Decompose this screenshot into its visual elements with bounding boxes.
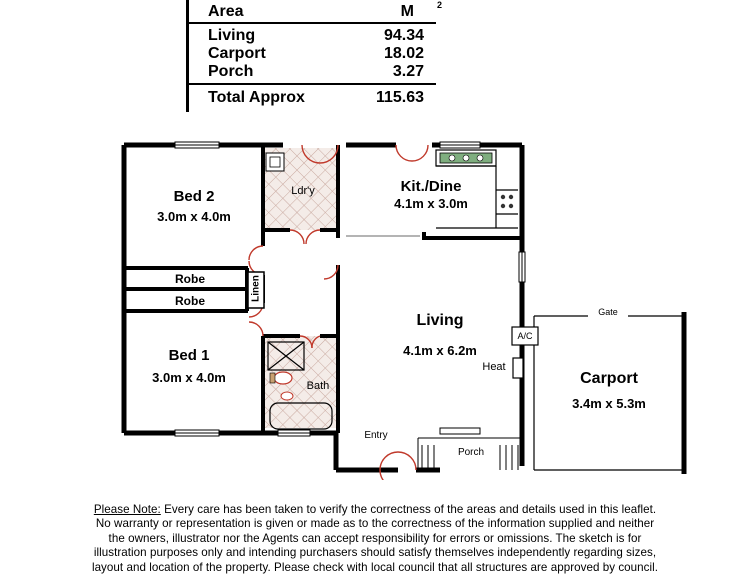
room-label-linen: Linen [250, 275, 262, 302]
room-label-bath: Bath [306, 380, 330, 392]
room-label-bed2: Bed 2 [173, 188, 215, 205]
room-label-kitchen: Kit./Dine [400, 178, 462, 195]
porch-label: Porch [457, 447, 485, 458]
area-row-label: Porch [208, 63, 254, 80]
room-label-living: Living [416, 312, 464, 329]
room-label-laundry: Ldr'y [291, 185, 315, 197]
room-label-robe2: Robe [175, 294, 205, 308]
room-size-living: 4.1m x 6.2m [403, 343, 477, 358]
room-label-robe1: Robe [175, 272, 205, 286]
heat-label: Heat [482, 361, 506, 373]
carport-outline [534, 312, 684, 474]
laundry-trough [266, 153, 284, 171]
disclaimer-line: No warranty or representation is given or made as to the correctness of the information supplied and neither [95, 517, 655, 531]
room-size-bed2: 3.0m x 4.0m [157, 209, 231, 224]
area-header-label: Area [208, 3, 244, 20]
ac-label: A/C [517, 331, 533, 341]
disclaimer-line: layout and location of the property. Please check with local council that all structures are approved by council. [91, 560, 659, 574]
area-row-label: Carport [208, 45, 266, 62]
disclaimer-line [0, 503, 750, 517]
room-label-bed1: Bed 1 [168, 347, 210, 364]
room-size-carport: 3.4m x 5.3m [572, 396, 646, 411]
disclaimer-line: illustration purposes only and intending purchasers should satisfy themselves independently regarding sizes, [93, 546, 657, 560]
room-size-kitchen: 4.1m x 3.0m [394, 196, 468, 211]
room-size-bed1: 3.0m x 4.0m [152, 370, 226, 385]
area-total-label: Total Approx [208, 89, 305, 106]
area-header-unit: M [400, 3, 414, 20]
area-row-value: 94.34 [383, 27, 424, 44]
disclaimer-lead: Please Note: [93, 503, 161, 516]
gate-label: Gate [588, 307, 628, 317]
area-row-value: 18.02 [383, 45, 424, 62]
disclaimer [0, 503, 750, 575]
heater-unit [513, 358, 523, 378]
room-label-carport: Carport [580, 370, 638, 387]
area-row-label: Living [208, 27, 256, 44]
area-row-value: 3.27 [392, 63, 424, 80]
entry-label: Entry [364, 430, 388, 441]
disclaimer-text: Every care has been taken to verify the correctness of the areas and details used in this leaflet. [160, 503, 657, 516]
disclaimer-line: the owners, illustrator nor the Agents can accept responsibility for errors or omissions. The sketch is for [108, 531, 642, 545]
area-total-value: 115.63 [375, 89, 424, 106]
area-unit-superscript: 2 [437, 0, 443, 10]
